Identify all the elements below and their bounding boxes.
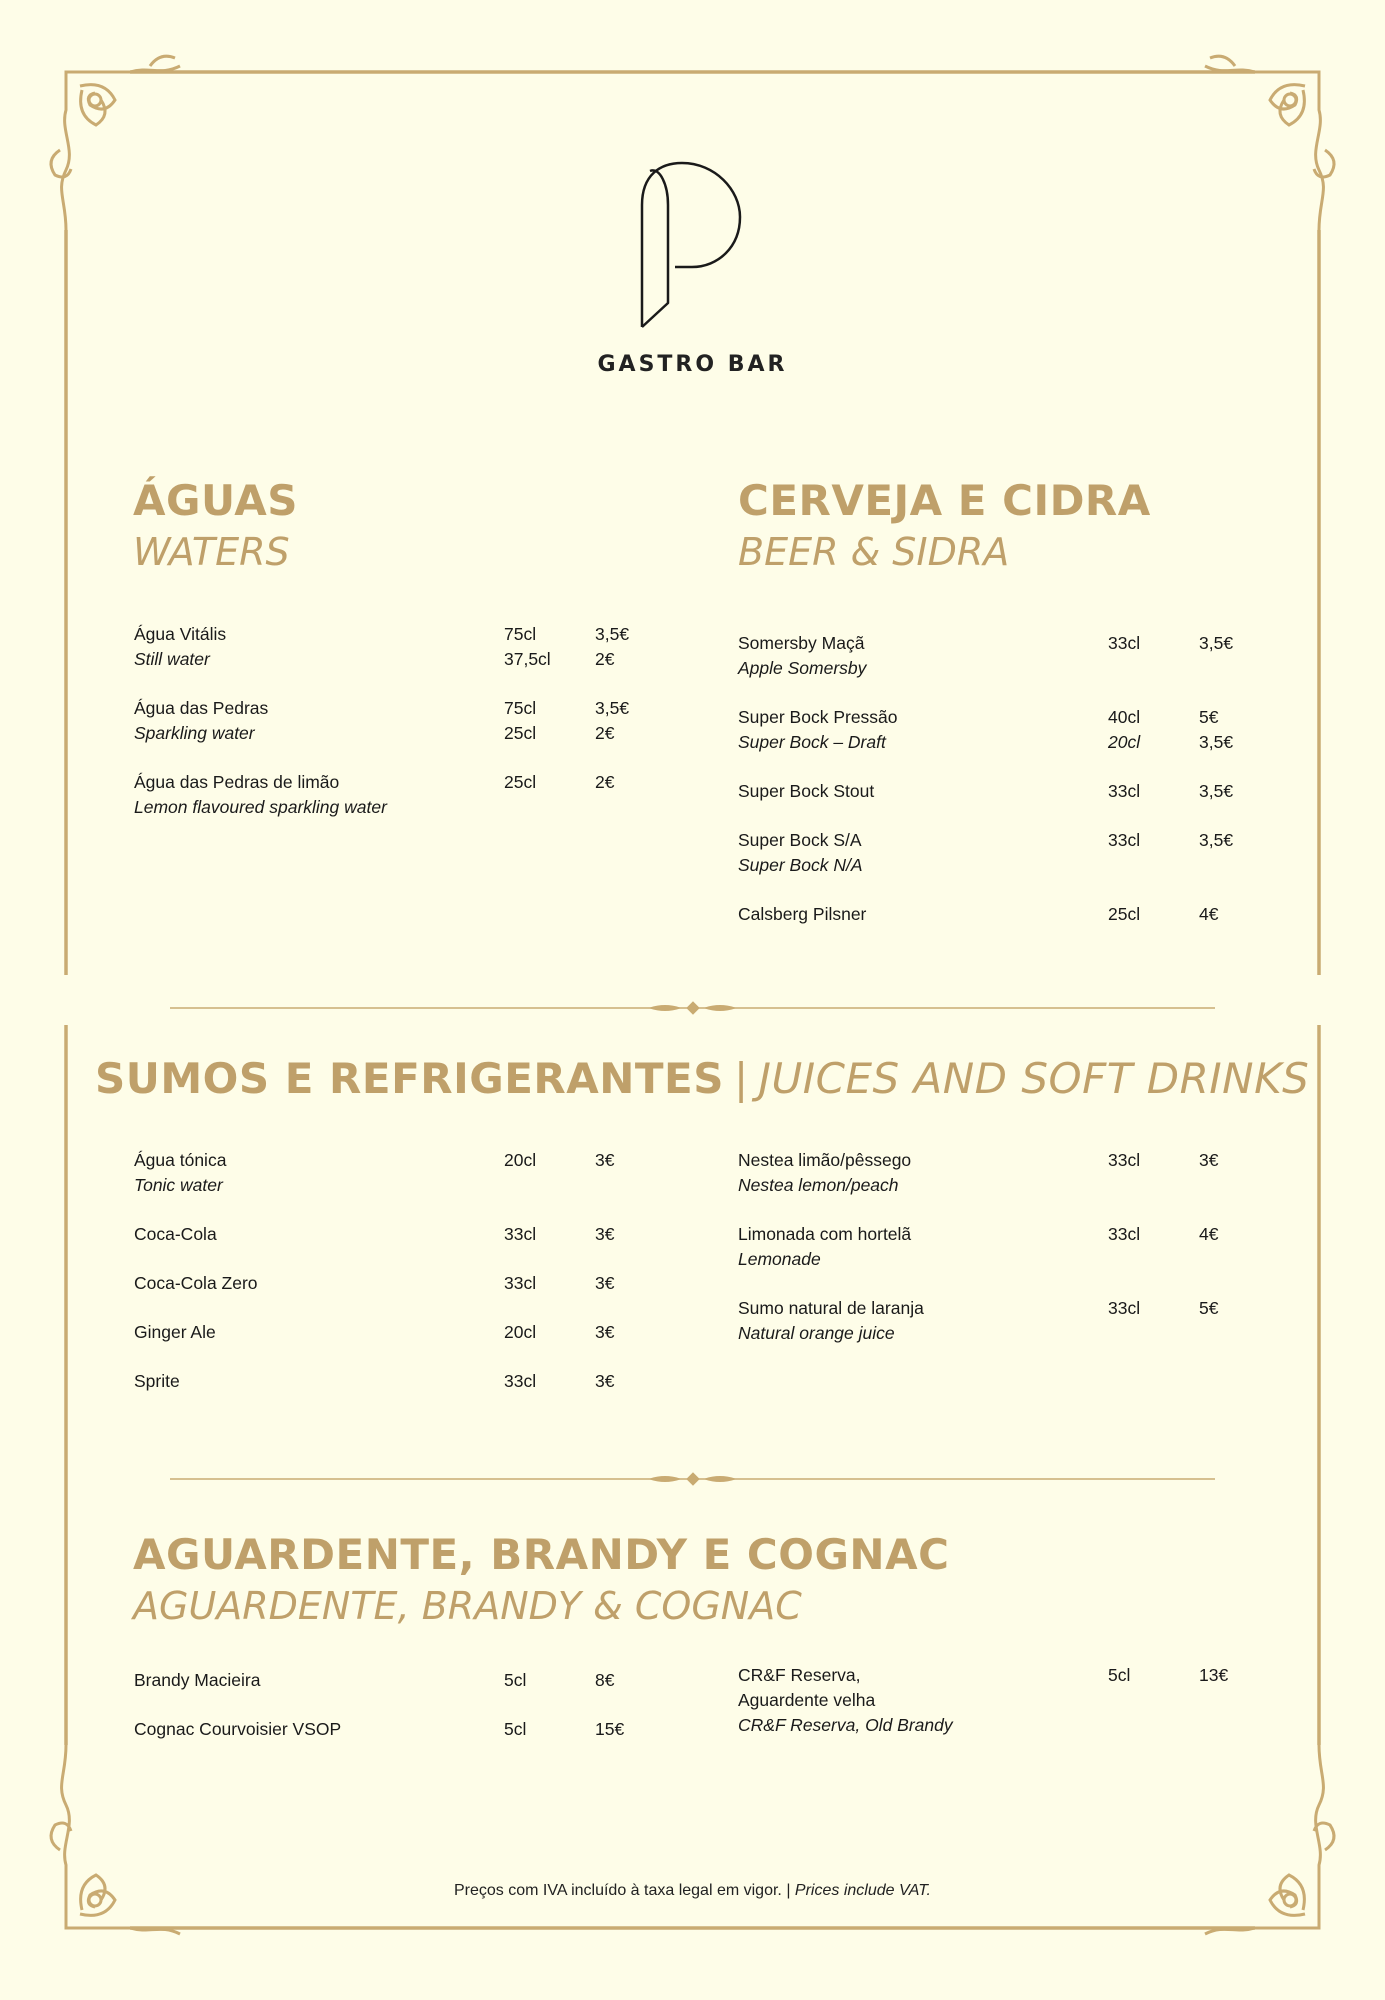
item-prices xyxy=(595,1320,614,1345)
item-name: Sprite xyxy=(134,1371,180,1391)
item-volume: 5cl xyxy=(504,1719,527,1739)
item-name: Água das Pedras xyxy=(134,698,269,718)
item-price: 3€ xyxy=(595,1322,615,1342)
menu-item xyxy=(134,1271,654,1296)
item-name: Água Vitális xyxy=(134,624,227,644)
item-volumes xyxy=(1108,1148,1140,1173)
menu-item xyxy=(134,1148,654,1198)
item-prices xyxy=(595,770,614,795)
item-prices xyxy=(595,696,629,746)
item-price: 3,5€ xyxy=(1199,781,1234,801)
item-translation: Natural orange juice xyxy=(738,1323,895,1343)
item-translation: Nestea lemon/peach xyxy=(738,1175,899,1195)
item-name: Coca-Cola Zero xyxy=(134,1273,258,1293)
item-translation: Still water xyxy=(134,649,210,669)
item-volume: 33cl xyxy=(1108,633,1141,653)
juices-title-en: JUICES AND SOFT DRINKS xyxy=(758,1054,1310,1103)
item-price: 13€ xyxy=(1199,1665,1229,1685)
item-prices xyxy=(595,1369,614,1394)
menu-item xyxy=(738,1296,1258,1346)
item-volumes xyxy=(504,1320,536,1345)
item-prices xyxy=(1199,705,1233,755)
p-logo-icon xyxy=(620,155,760,335)
menu-item xyxy=(134,1668,654,1693)
item-volumes xyxy=(1108,1663,1130,1688)
item-price: 3€ xyxy=(595,1150,615,1170)
item-prices xyxy=(1199,902,1218,927)
brandy-right-list xyxy=(738,1663,1258,1762)
brandy-left-list xyxy=(134,1668,654,1766)
item-translation: CR&F Reserva, Old Brandy xyxy=(738,1715,953,1735)
menu-item xyxy=(738,705,1258,755)
item-volume: 40cl xyxy=(1108,707,1141,727)
section-divider xyxy=(170,1473,1215,1485)
item-price: 3,5€ xyxy=(1199,732,1234,752)
footer-note xyxy=(0,1882,1385,1900)
item-volume: 33cl xyxy=(1108,1224,1141,1244)
item-name: Água tónica xyxy=(134,1150,227,1170)
item-prices xyxy=(595,1271,614,1296)
item-price: 3€ xyxy=(1199,1150,1219,1170)
menu-item xyxy=(134,1222,654,1247)
item-name: Brandy Macieira xyxy=(134,1670,261,1690)
item-volumes xyxy=(504,1668,526,1693)
item-volumes xyxy=(1108,1296,1140,1321)
item-volumes xyxy=(1108,902,1140,927)
waters-list xyxy=(134,622,654,844)
item-volumes xyxy=(1108,705,1140,755)
item-volumes xyxy=(1108,779,1140,804)
title-separator: | xyxy=(733,1054,749,1103)
item-volumes xyxy=(504,770,536,795)
item-volume: 33cl xyxy=(1108,1298,1141,1318)
item-name: Sumo natural de laranja xyxy=(738,1298,924,1318)
item-name: CR&F Reserva, xyxy=(738,1665,861,1685)
item-volume: 33cl xyxy=(504,1371,537,1391)
item-volumes xyxy=(1108,828,1140,853)
footer-en: Prices include VAT. xyxy=(794,1882,931,1899)
item-prices xyxy=(1199,1222,1218,1247)
item-name-line2: Aguardente velha xyxy=(738,1690,876,1710)
item-volume: 25cl xyxy=(1108,904,1141,924)
item-volume: 75cl xyxy=(504,624,537,644)
juices-right-list xyxy=(738,1148,1258,1370)
juices-title-pt: SUMOS E REFRIGERANTES xyxy=(95,1054,724,1103)
item-volumes xyxy=(504,1271,536,1296)
item-translation: Super Bock – Draft xyxy=(738,732,886,752)
item-volumes xyxy=(504,1222,536,1247)
item-translation: Lemon flavoured sparkling water xyxy=(134,797,387,817)
item-volume: 33cl xyxy=(1108,1150,1141,1170)
menu-item xyxy=(134,1320,654,1345)
item-name: Limonada com hortelã xyxy=(738,1224,912,1244)
item-name: Super Bock Stout xyxy=(738,781,875,801)
item-prices xyxy=(595,1717,624,1742)
item-prices xyxy=(595,1668,614,1693)
item-price: 3€ xyxy=(595,1273,615,1293)
menu-item xyxy=(738,1148,1258,1198)
item-volume: 5cl xyxy=(1108,1665,1131,1685)
item-volumes xyxy=(1108,631,1140,656)
item-prices xyxy=(595,622,629,672)
item-volume: 20cl xyxy=(504,1322,537,1342)
item-prices xyxy=(1199,1663,1228,1688)
menu-item xyxy=(134,1369,654,1394)
item-name: Somersby Maçã xyxy=(738,633,865,653)
item-prices xyxy=(1199,1296,1218,1321)
item-translation: Tonic water xyxy=(134,1175,223,1195)
item-price: 4€ xyxy=(1199,904,1219,924)
item-translation: Lemonade xyxy=(738,1249,821,1269)
item-translation: Sparkling water xyxy=(134,723,255,743)
item-prices xyxy=(595,1148,614,1173)
brand-name: GASTRO BAR xyxy=(597,352,788,377)
item-name: Super Bock Pressão xyxy=(738,707,898,727)
item-price: 3€ xyxy=(595,1371,615,1391)
item-prices xyxy=(595,1222,614,1247)
waters-subtitle: WATERS xyxy=(133,530,290,574)
item-price: 5€ xyxy=(1199,1298,1219,1318)
item-name: Nestea limão/pêssego xyxy=(738,1150,912,1170)
item-name: Água das Pedras de limão xyxy=(134,772,340,792)
beer-title: CERVEJA E CIDRA xyxy=(738,476,1151,525)
item-prices xyxy=(1199,779,1233,804)
item-volume: 33cl xyxy=(1108,830,1141,850)
item-volumes xyxy=(504,1369,536,1394)
juices-left-list xyxy=(134,1148,654,1418)
item-translation: Apple Somersby xyxy=(738,658,867,678)
item-volume: 25cl xyxy=(504,772,537,792)
item-price: 2€ xyxy=(595,772,615,792)
item-prices xyxy=(1199,1148,1218,1173)
item-name: Cognac Courvoisier VSOP xyxy=(134,1719,342,1739)
item-volumes xyxy=(504,1717,526,1742)
menu-item xyxy=(738,828,1258,878)
section-divider xyxy=(170,1002,1215,1014)
item-price: 3,5€ xyxy=(595,698,630,718)
item-price: 4€ xyxy=(1199,1224,1219,1244)
item-volumes xyxy=(1108,1222,1140,1247)
item-volume: 33cl xyxy=(1108,781,1141,801)
item-volume: 33cl xyxy=(504,1273,537,1293)
item-volumes xyxy=(504,622,551,672)
item-volume: 33cl xyxy=(504,1224,537,1244)
item-volume: 5cl xyxy=(504,1670,527,1690)
item-volumes xyxy=(504,696,536,746)
item-volume: 20cl xyxy=(504,1150,537,1170)
item-volume: 25cl xyxy=(504,723,537,743)
beer-list xyxy=(738,631,1258,951)
menu-item xyxy=(738,902,1258,927)
menu-item xyxy=(134,1717,654,1742)
menu-item xyxy=(738,1663,1258,1738)
menu-item xyxy=(134,770,654,820)
item-prices xyxy=(1199,828,1233,853)
item-name: Ginger Ale xyxy=(134,1322,216,1342)
brandy-subtitle: AGUARDENTE, BRANDY & COGNAC xyxy=(133,1584,802,1628)
item-price: 15€ xyxy=(595,1719,625,1739)
menu-item xyxy=(738,631,1258,681)
item-name: Coca-Cola xyxy=(134,1224,217,1244)
item-price: 3,5€ xyxy=(1199,633,1234,653)
menu-item xyxy=(134,622,654,672)
item-volume: 37,5cl xyxy=(504,649,551,669)
item-price: 5€ xyxy=(1199,707,1219,727)
item-price: 3,5€ xyxy=(595,624,630,644)
juices-title xyxy=(95,1054,1309,1103)
waters-title: ÁGUAS xyxy=(133,476,299,525)
brandy-title: AGUARDENTE, BRANDY E COGNAC xyxy=(133,1530,950,1579)
item-volume: 75cl xyxy=(504,698,537,718)
footer-pt: Preços com IVA incluído à taxa legal em vigor. | xyxy=(454,1882,791,1899)
item-translation: Super Bock N/A xyxy=(738,855,863,875)
menu-item xyxy=(738,779,1258,804)
item-volume: 20cl xyxy=(1108,732,1141,752)
item-price: 2€ xyxy=(595,649,615,669)
item-price: 8€ xyxy=(595,1670,615,1690)
menu-item xyxy=(134,696,654,746)
menu-item xyxy=(738,1222,1258,1272)
beer-subtitle: BEER & SIDRA xyxy=(738,530,1010,574)
item-price: 3€ xyxy=(595,1224,615,1244)
item-price: 3,5€ xyxy=(1199,830,1234,850)
item-prices xyxy=(1199,631,1233,656)
item-name: Super Bock S/A xyxy=(738,830,862,850)
item-price: 2€ xyxy=(595,723,615,743)
item-volumes xyxy=(504,1148,536,1173)
item-name: Calsberg Pilsner xyxy=(738,904,867,924)
